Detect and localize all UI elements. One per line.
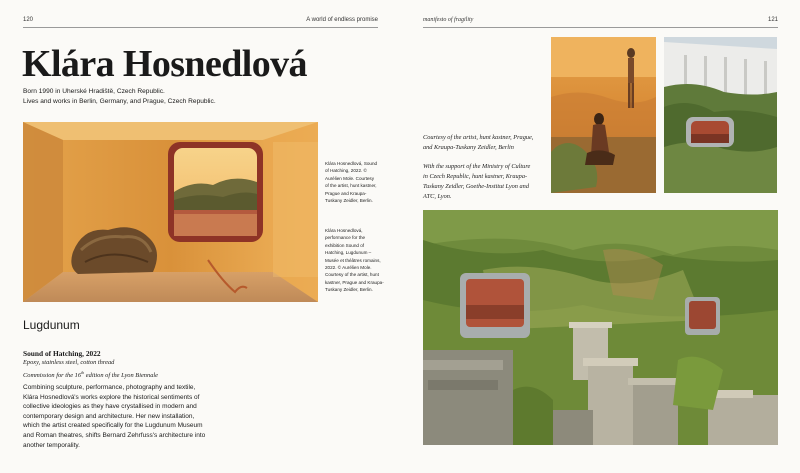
- photo-building: [664, 37, 777, 193]
- credit-line: and Kraupa-Tuskany Zeidler, Berlin: [423, 144, 514, 151]
- photo-building-image: [664, 37, 777, 193]
- left-page-number: 120: [23, 17, 34, 23]
- caption-performance-photo: [325, 227, 387, 294]
- caption-line: Aurélien Mole. Courtesy: [325, 175, 375, 181]
- caption-line: 2022. © Aurélien Mole.: [325, 265, 372, 271]
- caption-line: Klára Hosnedlová,: [325, 228, 363, 233]
- left-running-head: A world of endless promise: [306, 17, 378, 23]
- photo-performance: [551, 37, 656, 193]
- work-details: [23, 349, 343, 380]
- caption-line: Musée et théâtres romains,: [325, 257, 381, 263]
- work-commission: Commission for the 16th edition of the Lyon Biennale: [23, 369, 159, 379]
- support-line: ATC, Lyon.: [423, 193, 452, 200]
- body-line: another temporality.: [23, 441, 80, 449]
- support-line: in Czech Republic, hunt kastner, Kraupa-: [423, 173, 528, 180]
- caption-line: Prague and Kraupa-: [325, 190, 367, 196]
- photo-roman-ruins: [423, 210, 778, 445]
- caption-line: performance for the: [325, 235, 366, 241]
- support-line: With the support of the Ministry of Culture: [423, 163, 531, 170]
- caption-line: Hatching, Lugdunum –: [325, 250, 372, 256]
- credit-line: Courtesy of the artist, hunt kastner, Prague,: [423, 134, 534, 141]
- support-line: Tuskany Zeidler, Goethe-Institut Lyon and: [423, 183, 529, 190]
- artist-name: Klára Hosnedlová: [22, 43, 307, 85]
- caption-line: of the artist, hunt kastner,: [325, 183, 377, 189]
- body-line: Klára Hosnedlová's works explore the historical sentiments of: [23, 393, 200, 401]
- photo-performance-image: [551, 37, 656, 193]
- right-header-rule: [423, 27, 778, 28]
- caption-line: exhibition Sound of: [325, 242, 365, 248]
- courtesy-credit: [423, 133, 548, 153]
- caption-line: Tuskany Zeidler, Berlin.: [325, 287, 373, 293]
- work-materials: Epoxy, stainless steel, cotton thread: [23, 359, 115, 366]
- body-line: and Roman theatres, shifts Bernard Zehrfuss's architecture into: [23, 431, 206, 439]
- artist-bio: [23, 87, 216, 107]
- body-line: which the artist created specifically for the Lugdunum Museum: [23, 422, 203, 430]
- caption-interior-photo: [325, 160, 385, 204]
- bio-residence: Lives and works in Berlin, Germany, and Prague, Czech Republic.: [23, 98, 216, 105]
- work-title: Sound of Hatching, 2022: [23, 349, 101, 358]
- body-text: [23, 383, 353, 450]
- left-header-rule: [23, 27, 378, 28]
- body-line: Combining sculpture, performance, photography and textile,: [23, 384, 196, 391]
- caption-line: Courtesy of the artist, hunt: [325, 272, 379, 278]
- support-credit: [423, 162, 548, 202]
- photo-interior-window-image: [23, 122, 318, 302]
- caption-line: Klára Hosnedlová, Sound: [325, 161, 378, 166]
- body-line: contemporary design and architecture. Her new installation,: [23, 412, 195, 420]
- photo-interior-window: [23, 122, 318, 302]
- body-line: collective ideologies as they have crystallised in modern and: [23, 403, 197, 411]
- photo-roman-ruins-image: [423, 210, 778, 445]
- caption-line: of Hatching, 2022. ©: [325, 168, 367, 174]
- right-page-number: 121: [767, 17, 778, 23]
- caption-line: Tuskany Zeidler, Berlin.: [325, 198, 373, 204]
- right-running-head: manifesto of fragility: [423, 17, 474, 23]
- section-title: Lugdunum: [23, 318, 80, 332]
- bio-birth: Born 1990 in Uherské Hradiště, Czech Republic.: [23, 88, 165, 95]
- caption-line: kastner, Prague and Kraupa-: [325, 279, 384, 285]
